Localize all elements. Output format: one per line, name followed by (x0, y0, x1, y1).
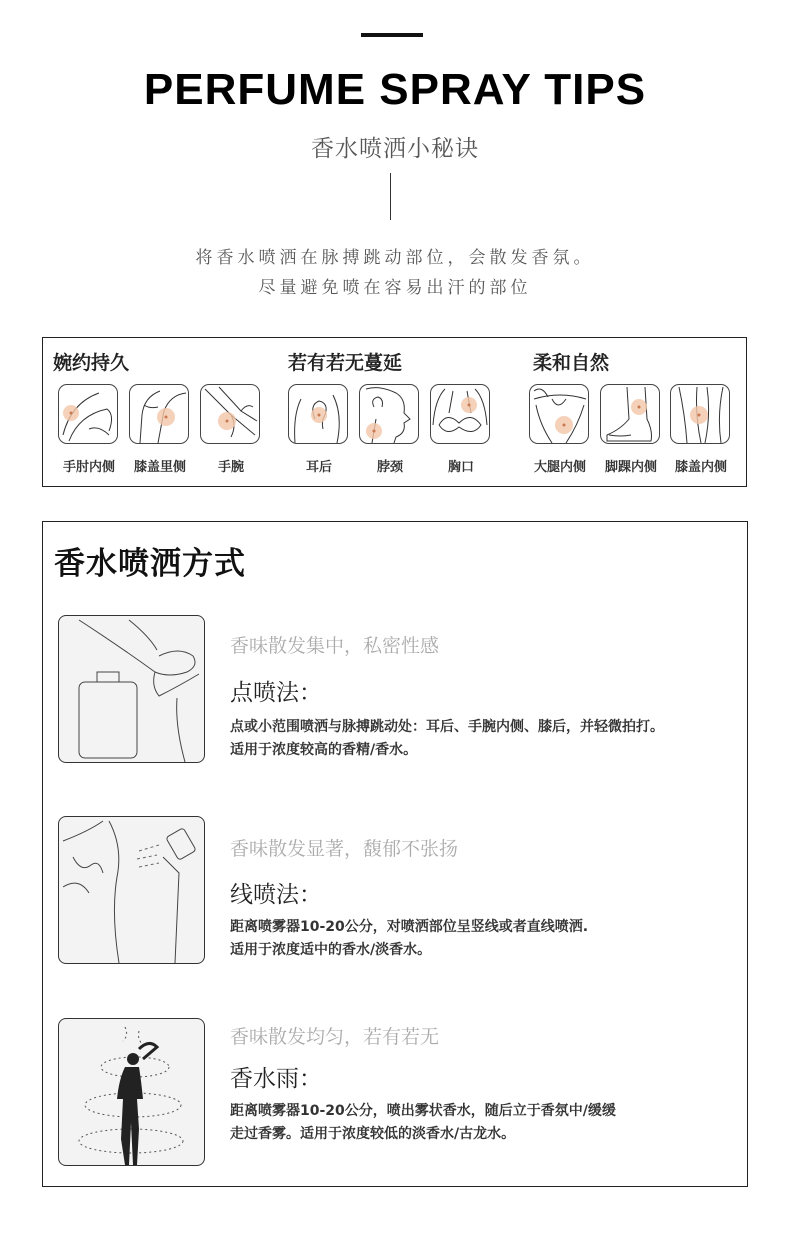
method-name: 点喷法： (230, 680, 322, 706)
divider-line (390, 173, 391, 220)
back-knee-icon (129, 384, 189, 444)
page-subtitle: 香水喷洒小秘诀 (311, 136, 479, 162)
zone-label: 胸口 (447, 460, 474, 475)
perfume-rain-illustration-icon (58, 1018, 205, 1166)
zone-item-back-knee (129, 384, 191, 475)
chest-icon (430, 384, 490, 444)
inner-elbow-icon (58, 384, 118, 444)
method-desc-line-2: 适用于浓度适中的香水/淡香水。 (230, 942, 432, 958)
line-spray-illustration-icon (58, 816, 205, 964)
zone-item-inner-ankle (600, 384, 662, 475)
zone-item-behind-ear (288, 384, 350, 475)
dot-spray-illustration-icon (58, 615, 205, 763)
method-description (230, 1100, 616, 1146)
method-desc-line-2: 适用于浓度较高的香精/香水。 (230, 742, 418, 758)
method-tagline: 香味散发均匀，若有若无 (230, 1026, 440, 1048)
zone-label: 膝盖里侧 (133, 460, 186, 475)
wrist-icon (200, 384, 260, 444)
zone-label: 脚踝内侧 (604, 460, 657, 475)
ankle-icon (600, 384, 660, 444)
inner-thigh-icon (529, 384, 589, 444)
top-accent-bar (361, 33, 423, 37)
zone-item-inner-thigh (529, 384, 591, 475)
method-tagline: 香味散发集中，私密性感 (230, 635, 440, 657)
method-name: 线喷法： (230, 882, 322, 908)
zone-label: 脖颈 (376, 460, 403, 475)
methods-title: 香水喷洒方式 (54, 546, 246, 582)
method-desc-line-2: 走过香雾。适用于浓度较低的淡香水/古龙水。 (230, 1126, 516, 1142)
zone-label: 大腿内侧 (533, 460, 586, 475)
method-tagline: 香味散发显著，馥郁不张扬 (230, 838, 459, 860)
method-name: 香水雨： (230, 1066, 322, 1092)
spray-zones-panel (42, 337, 747, 487)
ear-icon (288, 384, 348, 444)
zone-item-neck (359, 384, 421, 475)
intro-line-2: 尽量避免喷在容易出汗的部位 (258, 278, 532, 298)
page-title: PERFUME SPRAY TIPS (143, 65, 647, 114)
zone-heading-spreading: 若有若无蔓延 (288, 352, 403, 374)
zone-item-inner-elbow (58, 384, 120, 475)
zone-item-chest (430, 384, 492, 475)
spray-methods-panel (42, 521, 748, 1187)
zone-label: 手肘内侧 (62, 460, 115, 475)
neck-icon (359, 384, 419, 444)
intro-line-1: 将香水喷洒在脉搏跳动部位，会散发香氛。 (195, 248, 595, 268)
method-desc-line-1: 距离喷雾器10-20公分，对喷洒部位呈竖线或者直线喷洒. (230, 919, 589, 935)
method-description (230, 716, 664, 762)
zone-item-inner-knee (670, 384, 732, 475)
zone-item-wrist (200, 384, 262, 475)
zone-label: 膝盖内侧 (674, 460, 727, 475)
intro-text (0, 243, 790, 303)
zone-heading-natural: 柔和自然 (533, 352, 610, 374)
zone-heading-lasting: 婉约持久 (53, 352, 130, 374)
zone-label: 耳后 (305, 460, 332, 475)
inner-knee-icon (670, 384, 730, 444)
method-desc-line-1: 点或小范围喷洒与脉搏跳动处：耳后、手腕内侧、膝后，并轻微拍打。 (230, 719, 664, 735)
method-description (230, 916, 588, 962)
method-desc-line-1: 距离喷雾器10-20公分，喷出雾状香水，随后立于香氛中/缓缓 (230, 1103, 616, 1119)
zone-label: 手腕 (217, 460, 244, 475)
